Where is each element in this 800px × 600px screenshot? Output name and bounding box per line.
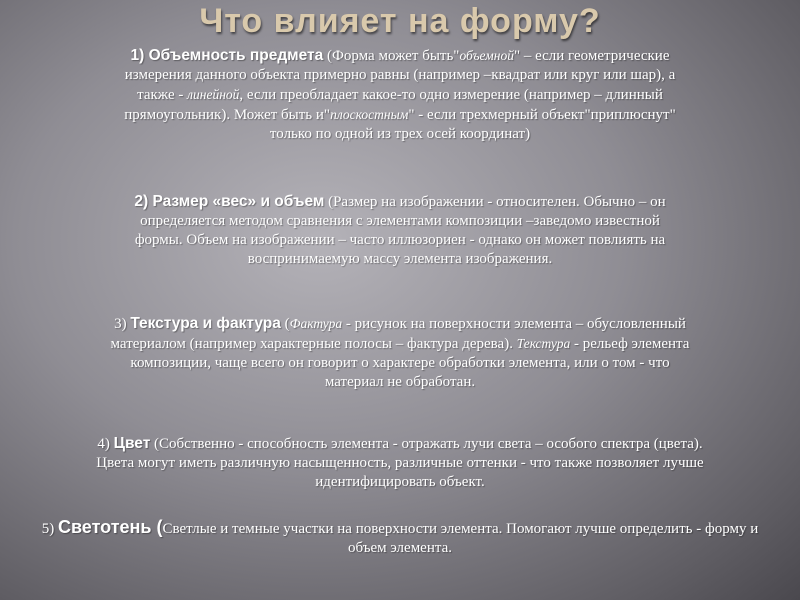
paragraph-term: линейной — [187, 87, 240, 102]
paragraph-text: (Форма может быть" — [323, 48, 460, 64]
paragraph-text: (Собственно - способность элемента - отражать лучи света – особого спектра (цвета). Цвета могут иметь различную насыщенность, различные оттенки - что также позволяет лучше идентифицировать объект. — [96, 436, 704, 490]
paragraph-text: " – если геометрические измерения данного объекта примерно равны (например –квадрат или круг или шар), а также - — [124, 48, 676, 103]
paragraph-chiaroscuro — [40, 518, 760, 558]
paragraph-term: Текстура — [516, 336, 571, 351]
paragraph-text: " - если трехмерный объект"приплюснут" только по одной из трех осей координат) — [269, 107, 676, 142]
paragraph-text: ( — [280, 316, 290, 332]
paragraph-heading: Текстура и фактура — [130, 315, 281, 332]
paragraph-text: Светлые и темные участки на поверхности элемента. Помогают лучше определить - форму и объем элемента. — [162, 521, 759, 556]
paragraph-texture — [100, 314, 700, 392]
paragraph-text: - рельеф элемента композиции, чаще всего он говорит о характере обработки элемента, или о том - что материал не обработан. — [130, 336, 690, 390]
paragraph-volume — [120, 46, 680, 144]
paragraph-number: 3) — [114, 316, 131, 332]
paragraph-text: - рисунок на поверхности элемента – обусловленный материалом (например характерные полосы – фактура дерева). — [110, 316, 686, 352]
paragraph-term: объемной — [459, 48, 514, 63]
paragraph-number: 4) — [97, 436, 114, 452]
paragraph-text: (Размер на изображении - относителен. Обычно – он определяется методом сравнения с элементами композиции –заведомо известной формы. Объем на изображении – часто иллюзориен - однако он может повлиять на воспринимаемую массу элемента изображения. — [134, 194, 666, 267]
paragraph-heading: Светотень ( — [57, 517, 163, 537]
paragraph-number: 1) — [130, 47, 149, 64]
paragraph-color — [80, 434, 720, 492]
paragraph-number: 5) — [41, 521, 58, 537]
slide-title: Что влияет на форму? — [199, 2, 601, 40]
paragraph-heading: Цвет — [113, 435, 151, 452]
paragraph-size — [120, 192, 680, 269]
paragraph-heading: Объемность предмета — [148, 47, 324, 64]
paragraph-number: 2) — [134, 193, 153, 210]
paragraph-term: плоскостным — [330, 107, 409, 122]
paragraph-text: , если преобладает какое-то одно измерение (например – длинный прямоугольник). Может быть и" — [124, 87, 663, 123]
paragraph-heading: Размер «вес» и объем — [152, 193, 325, 210]
paragraph-term: Фактура — [289, 316, 343, 331]
